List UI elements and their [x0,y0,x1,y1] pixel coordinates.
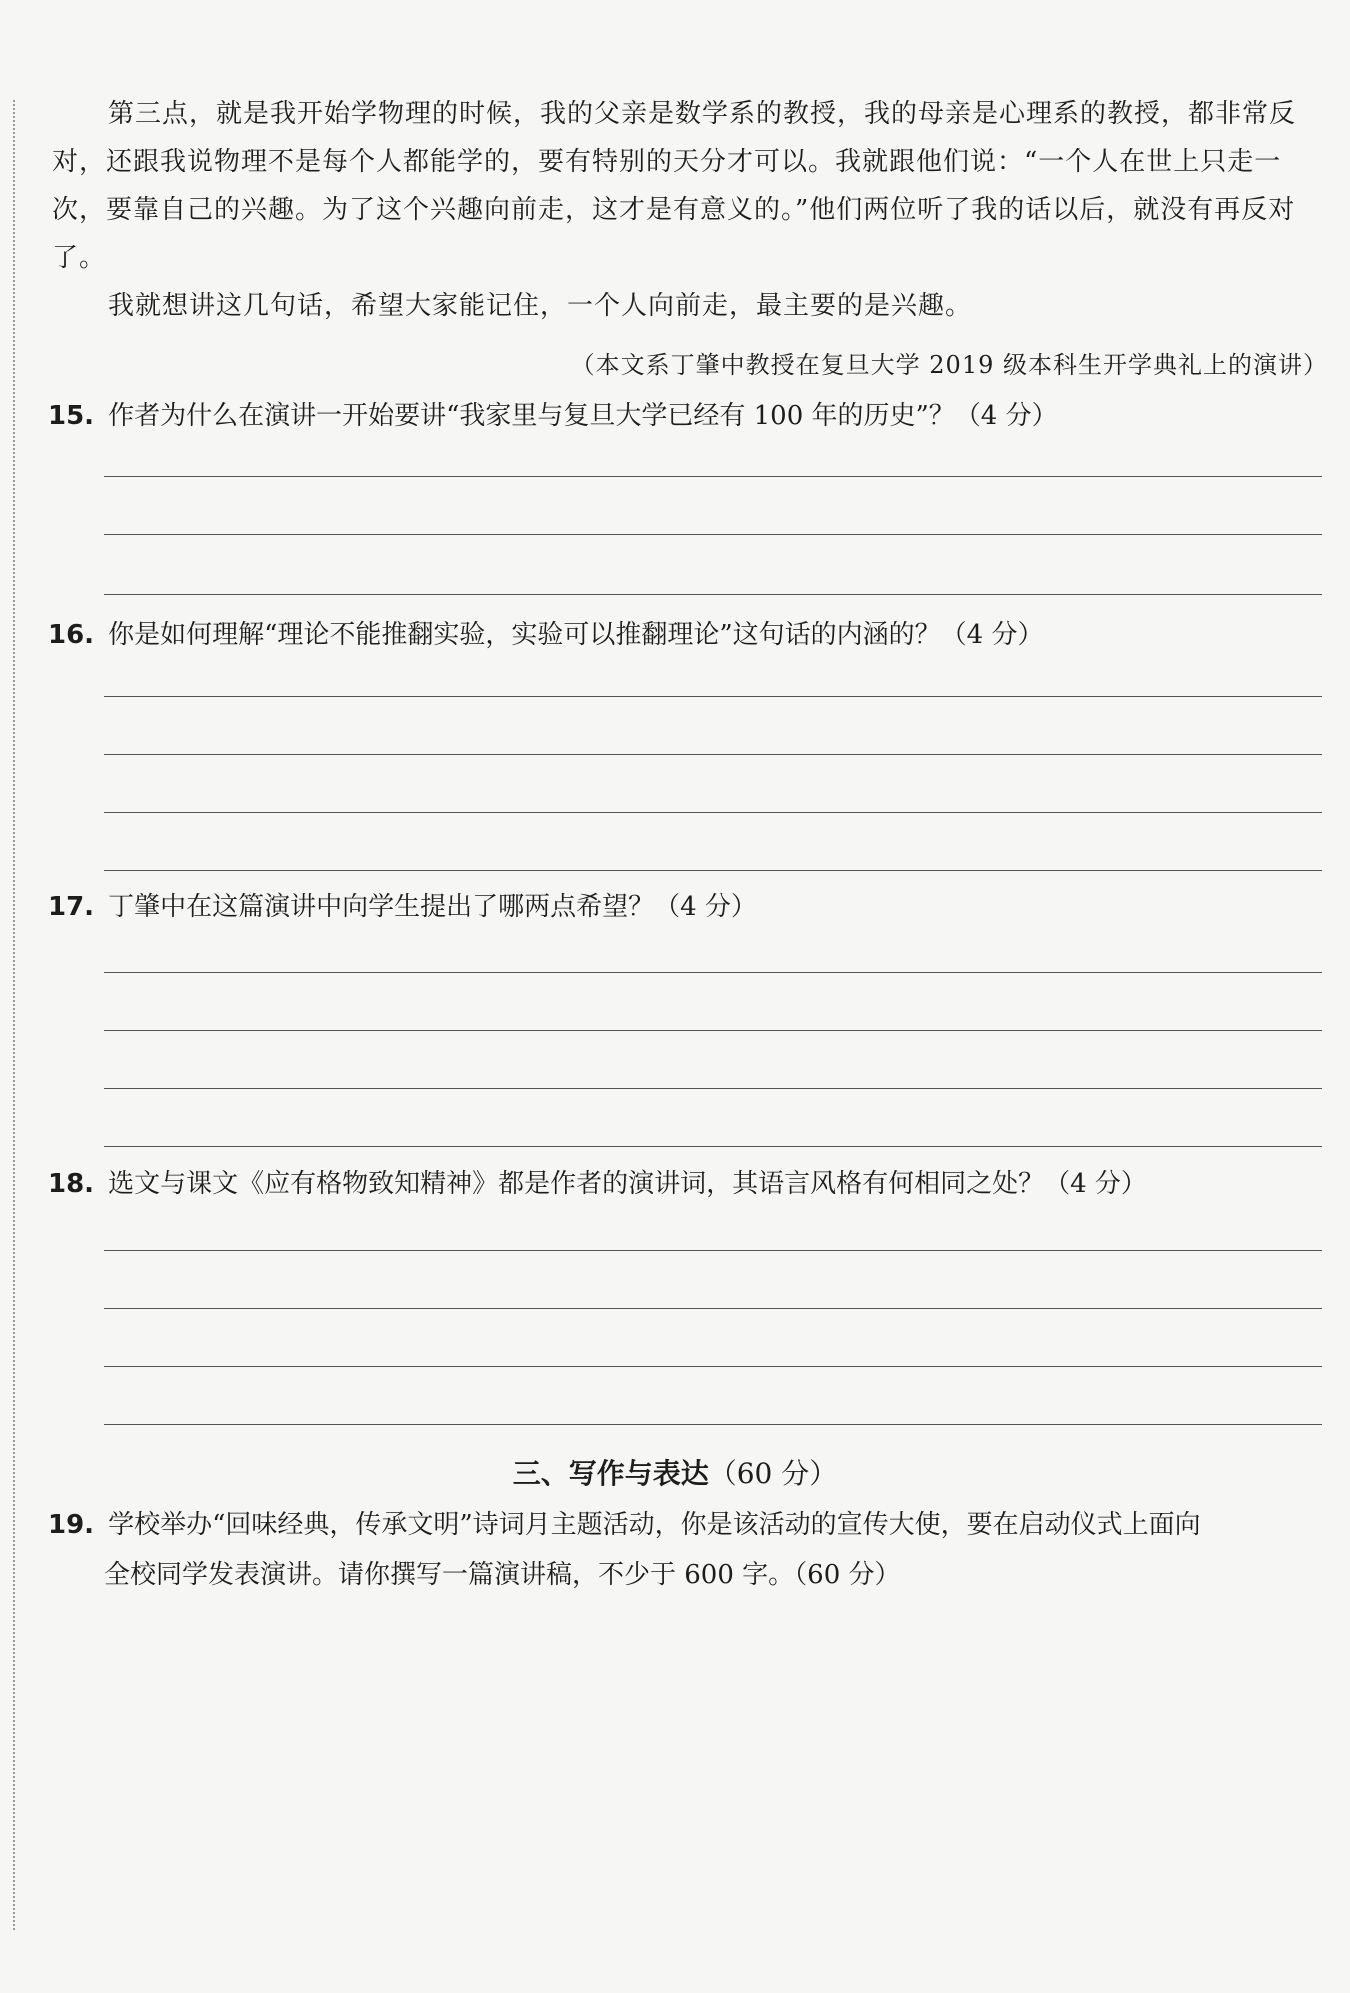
question-text: 作者为什么在演讲一开始要讲“我家里与复旦大学已经有 100 年的历史”？（4 分） [108,401,1058,431]
question-text-line-1: 学校举办“回味经典，传承文明”诗词月主题活动，你是该活动的宣传大使，要在启动仪式上面向 [108,1510,1201,1540]
answer-line[interactable] [104,870,1322,871]
answer-line[interactable] [104,1424,1322,1425]
question-text: 丁肇中在这篇演讲中向学生提出了哪两点希望？（4 分） [108,892,757,922]
answer-line[interactable] [104,1366,1322,1367]
question-16 [48,611,1318,659]
question-number: 15. [48,401,95,431]
question-15 [48,392,1318,440]
question-text-line-2: 全校同学发表演讲。请你撰写一篇演讲稿，不少于 600 字。（60 分） [104,1560,901,1590]
answer-line[interactable] [104,594,1322,595]
question-18 [48,1160,1318,1208]
answer-line[interactable] [104,1030,1322,1031]
question-text: 你是如何理解“理论不能推翻实验，实验可以推翻理论”这句话的内涵的？（4 分） [108,620,1044,650]
passage-paragraph-1: 第三点，就是我开始学物理的时候，我的父亲是数学系的教授，我的母亲是心理系的教授，都非常反对，还跟我说物理不是每个人都能学的，要有特别的天分才可以。我就跟他们说：“一个人在世上只走一次，要靠自己的兴趣。为了这个兴趣向前走，这才是有意义的。”他们两位听了我的话以后，就没有再反对了。 [52,99,1297,273]
answer-line[interactable] [104,534,1322,535]
answer-line[interactable] [104,476,1322,477]
section-points: （60 分） [708,1457,838,1490]
question-text: 选文与课文《应有格物致知精神》都是作者的演讲词，其语言风格有何相同之处？（4 分） [108,1169,1147,1199]
answer-line[interactable] [104,972,1322,973]
answer-line[interactable] [104,1088,1322,1089]
question-number: 19. [48,1510,95,1540]
question-17 [48,883,1318,931]
answer-line[interactable] [104,812,1322,813]
section-title [0,1452,1350,1492]
answer-line[interactable] [104,1146,1322,1147]
binding-dotted-line [13,100,15,1930]
passage-source: （本文系丁肇中教授在复旦大学 2019 级本科生开学典礼上的演讲） [570,351,1328,379]
question-19 [48,1500,1328,1600]
answer-line[interactable] [104,1308,1322,1309]
question-number: 18. [48,1169,95,1199]
section-heading: 三、写作与表达 [512,1457,709,1490]
answer-line[interactable] [104,1250,1322,1251]
passage-paragraph-2: 我就想讲这几句话，希望大家能记住，一个人向前走，最主要的是兴趣。 [108,291,973,321]
answer-line[interactable] [104,696,1322,697]
question-number: 16. [48,620,95,650]
answer-line[interactable] [104,754,1322,755]
question-number: 17. [48,892,95,922]
